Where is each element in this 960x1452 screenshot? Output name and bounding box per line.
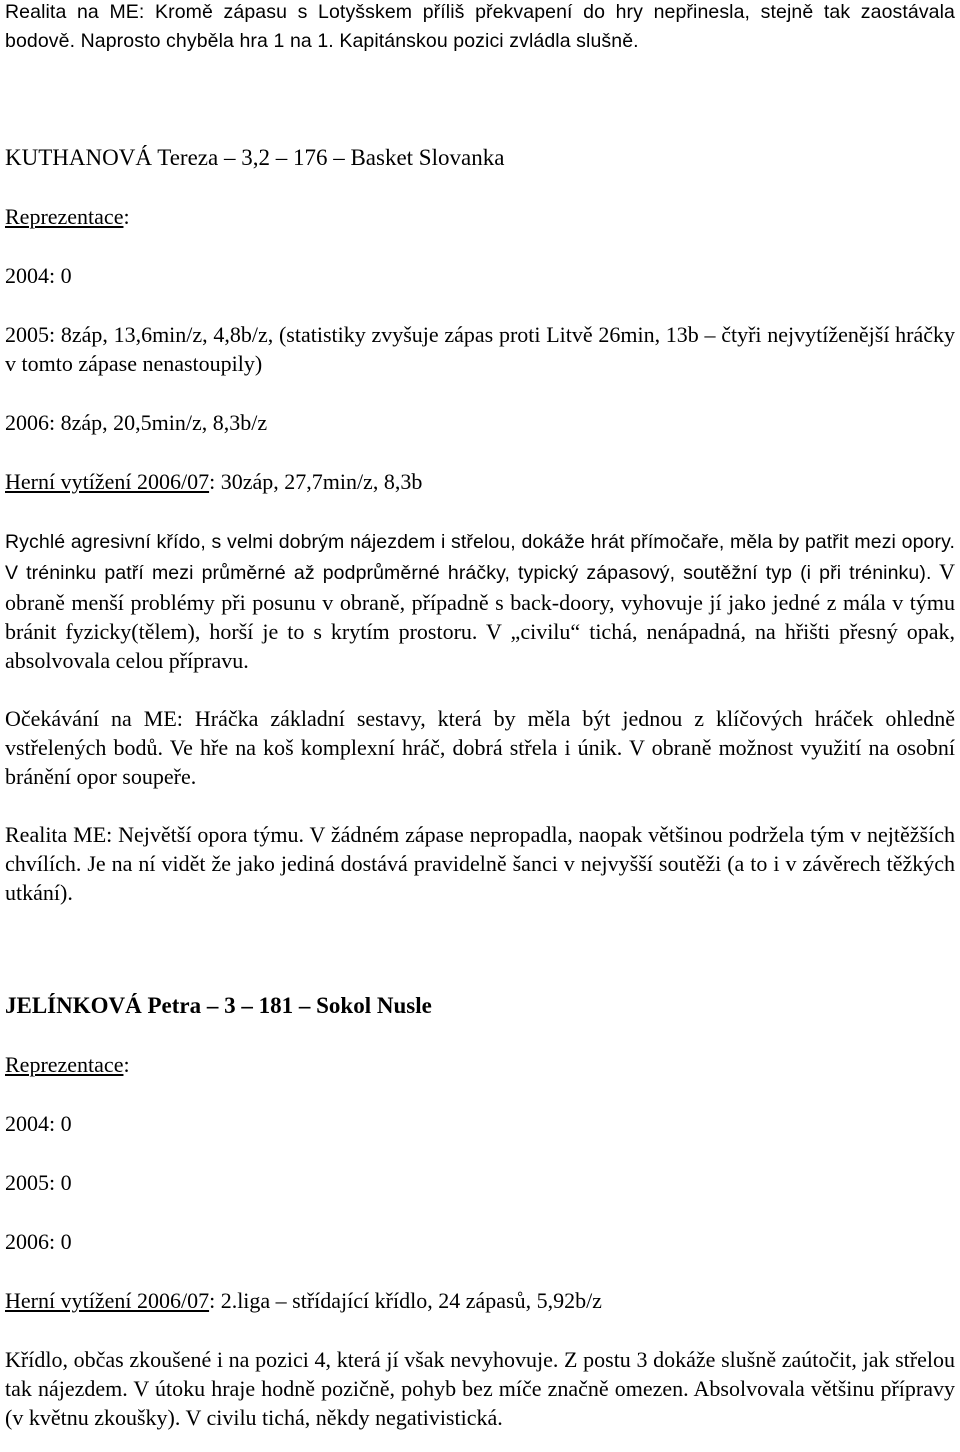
intro-realita-paragraph xyxy=(5,0,955,56)
player2-year-2004: 2004: 0 xyxy=(5,1111,72,1136)
document-page xyxy=(5,0,955,1432)
player2-rep-label: Reprezentace xyxy=(5,1052,124,1077)
player2-year-2005: 2005: 0 xyxy=(5,1170,72,1195)
player2-representation-label xyxy=(5,1050,955,1079)
player2-rep-colon: : xyxy=(123,1052,130,1077)
player1-load-text: : 30záp, 27,7min/z, 8,3b xyxy=(209,469,423,494)
player1-desc-sans: Rychlé agresivní křído, s velmi dobrým nájezdem i střelou, dokáže hrát přímočaře, měla by patřit mezi opory. V tréninku patří mezi průměrné až podprůměrné hráčky, typický zápasový, soutěžní typ (i při tréninku). xyxy=(5,531,955,584)
realita-text: Kromě zápasu s Lotyšskem příliš překvapení do hry nepřinesla, stejně tak zaostávala bodově. Naprosto chyběla hra 1 na 1. Kapitánskou pozici zvládla slušně. xyxy=(5,1,955,52)
realita-label: Realita na ME: xyxy=(5,1,145,23)
player2-description: Křídlo, občas zkoušené i na pozici 4, která jí však nevyhovuje. Z postu 3 dokáže slušně zaútočit, jak střelou tak nájezdem. V útoku hraje hodně pozičně, pohyb bez míče značně omezen. Absolvovala většinu přípravy (v květnu zkoušky). V civilu tichá, někdy negativistická. xyxy=(5,1347,955,1430)
player2-year-2006: 2006: 0 xyxy=(5,1229,72,1254)
player1-heading: KUTHANOVÁ Tereza – 3,2 – 176 – Basket Slovanka xyxy=(5,145,505,170)
player1-reality: Realita ME: Největší opora týmu. V žádném zápase nepropadla, naopak většinou podržela tým v nejtěžších chvílích. Je na ní vidět že jako jediná dostává pravidelně šanci v nejvyšší soutěži (a to i v závěrech těžkých utkání). xyxy=(5,822,955,905)
player1-expectation: Očekávání na ME: Hráčka základní sestavy, která by měla být jednou z klíčových hráček ohledně vstřelených bodů. Ve hře na koš komplexní hráč, dobrá střela i únik. V obraně možnost využití na osobní bránění opor soupeře. xyxy=(5,706,955,789)
player1-game-load xyxy=(5,467,955,496)
player1-rep-label: Reprezentace xyxy=(5,204,124,229)
player1-year-2005: 2005: 8záp, 13,6min/z, 4,8b/z, (statistiky zvyšuje zápas proti Litvě 26min, 13b – čtyři nejvytíženější hráčky v tomto zápase nenastoupily) xyxy=(5,322,955,376)
player2-heading: JELÍNKOVÁ Petra – 3 – 181 – Sokol Nusle xyxy=(5,993,432,1018)
player1-year-2004: 2004: 0 xyxy=(5,263,72,288)
player1-representation-label xyxy=(5,202,955,231)
player1-year-2006: 2006: 8záp, 20,5min/z, 8,3b/z xyxy=(5,410,268,435)
player2-load-text: : 2.liga – střídající křídlo, 24 zápasů, 5,92b/z xyxy=(209,1288,602,1313)
player2-load-label: Herní vytížení 2006/07 xyxy=(5,1288,210,1313)
player2-game-load xyxy=(5,1286,955,1315)
player1-description xyxy=(5,526,955,675)
player1-rep-colon: : xyxy=(123,204,130,229)
player1-desc-serif: V obraně menší problémy při posunu v obraně, případně s back-doory, vyhovuje jí jako jedné z mála v týmu bránit fyzicky(tělem), horší je to s krytím prostoru. V „civilu“ tichá, nenápadná, na hřišti přesný opak, absolvovala celou přípravu. xyxy=(5,559,955,673)
player1-load-label: Herní vytížení 2006/07 xyxy=(5,469,210,494)
